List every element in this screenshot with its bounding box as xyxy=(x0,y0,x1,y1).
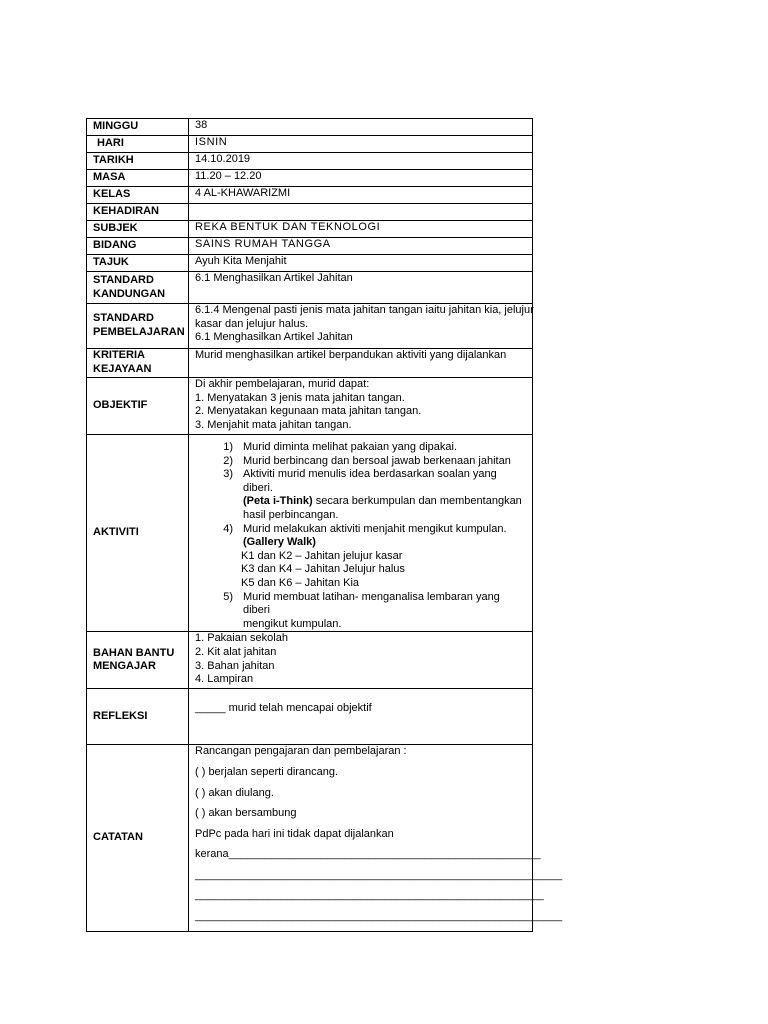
catatan-line: ____________________________________________________________ xyxy=(195,868,563,881)
bahan-line: 2. Kit alat jahitan xyxy=(195,645,277,658)
label-kehadiran: KEHADIRAN xyxy=(87,204,189,221)
aktiviti-item xyxy=(195,441,526,455)
label-bidang: BIDANG xyxy=(87,238,189,255)
value-subjek: REKA BENTUK DAN TEKNOLOGI xyxy=(189,221,533,238)
catatan-line: PdPc pada hari ini tidak dapat dijalankan xyxy=(195,827,394,840)
label-objektif: OBJEKTIF xyxy=(87,378,189,435)
row-aktiviti xyxy=(87,435,533,632)
value-hari: ISNIN xyxy=(189,136,533,153)
aktiviti-item xyxy=(195,523,526,537)
lesson-plan-table xyxy=(86,118,563,932)
aktiviti-item xyxy=(195,468,526,495)
label-subjek: SUBJEK xyxy=(87,221,189,238)
aktiviti-text: Murid berbincang dan bersoal jawab berkenaan jahitan xyxy=(243,454,511,467)
aktiviti-continuation: mengikut kumpulan. xyxy=(243,617,342,630)
label-kriteria-line1: KRITERIA xyxy=(93,349,145,362)
label-kriteria-line2: KEJAYAAN xyxy=(93,363,152,375)
label-minggu: MINGGU xyxy=(87,119,189,136)
aktiviti-number: 1) xyxy=(223,441,233,453)
row-subjek xyxy=(87,221,533,238)
catatan-line: _________________________________________________________ xyxy=(195,889,544,902)
peta-ithink-label: (Peta i-Think) xyxy=(243,495,313,508)
row-catatan xyxy=(87,745,533,931)
standard-pembelajaran-line: 6.1.4 Mengenal pasti jenis mata jahitan tangan iaitu jahitan kia, jelujur xyxy=(195,304,534,316)
aktiviti-item xyxy=(195,591,526,618)
value-bidang: SAINS RUMAH TANGGA xyxy=(189,238,533,255)
value-masa: 11.20 – 12.20 xyxy=(189,170,533,187)
value-standard-pembelajaran xyxy=(189,304,533,349)
label-kriteria-kejayaan xyxy=(87,349,189,378)
row-kelas xyxy=(87,187,533,204)
row-standard-kandungan xyxy=(87,272,533,304)
label-bahan-line1: BAHAN BANTU xyxy=(93,646,175,659)
value-bahan-bantu-mengajar xyxy=(189,632,533,689)
standard-pembelajaran-line: 6.1 Menghasilkan Artikel Jahitan xyxy=(195,331,353,344)
row-tajuk xyxy=(87,255,533,272)
aktiviti-continuation xyxy=(195,495,526,509)
row-tarikh xyxy=(87,153,533,170)
aktiviti-text: secara berkumpulan dan membentangkan xyxy=(312,495,522,508)
aktiviti-continuation xyxy=(195,536,526,550)
label-standard-pembelajaran xyxy=(87,304,189,349)
aktiviti-list xyxy=(195,441,526,631)
label-standard-kandungan-line1: STANDARD xyxy=(93,273,154,286)
label-kelas: KELAS xyxy=(87,187,189,204)
bahan-line: 3. Bahan jahitan xyxy=(195,659,275,672)
label-tarikh: TARIKH xyxy=(87,153,189,170)
value-refleksi: _____ murid telah mencapai objektif xyxy=(189,689,533,745)
catatan-line: Rancangan pengajaran dan pembelajaran : xyxy=(195,745,407,758)
gallery-walk-label: (Gallery Walk) xyxy=(243,536,316,549)
aktiviti-number: 3) xyxy=(223,468,233,481)
objektif-line: 2. Menyatakan kegunaan mata jahitan tangan. xyxy=(195,405,422,418)
label-masa: MASA xyxy=(87,170,189,187)
value-tajuk: Ayuh Kita Menjahit xyxy=(189,255,533,272)
value-catatan xyxy=(189,745,563,931)
row-kehadiran xyxy=(87,204,533,221)
aktiviti-number: 5) xyxy=(223,590,233,603)
row-hari xyxy=(87,136,533,153)
standard-pembelajaran-line: kasar dan jelujur halus. xyxy=(195,317,309,330)
label-bahan-bantu-mengajar xyxy=(87,632,189,689)
aktiviti-text: Murid membuat latihan- menganalisa lembaran yang diberi xyxy=(243,590,500,617)
value-objektif xyxy=(189,378,533,435)
catatan-line: ____________________________________________________________ xyxy=(195,910,563,923)
value-kehadiran xyxy=(189,204,533,221)
value-minggu: 38 xyxy=(189,119,533,136)
catatan-line: ( ) berjalan seperti dirancang. xyxy=(195,765,339,778)
label-hari: HARI xyxy=(87,136,189,153)
aktiviti-text: Murid melakukan aktiviti menjahit mengikut kumpulan. xyxy=(243,522,507,535)
objektif-line: 3. Menjahit mata jahitan tangan. xyxy=(195,418,352,431)
aktiviti-text: Aktiviti murid menulis idea berdasarkan soalan yang diberi. xyxy=(243,468,497,494)
value-kriteria-kejayaan: Murid menghasilkan artikel berpandukan aktiviti yang dijalankan xyxy=(189,349,533,378)
catatan-line: ( ) akan diulang. xyxy=(195,786,274,799)
row-masa xyxy=(87,170,533,187)
bahan-line: 1. Pakaian sekolah xyxy=(195,632,288,645)
catatan-line: ( ) akan bersambung xyxy=(195,807,297,820)
label-tajuk: TAJUK xyxy=(87,255,189,272)
row-kriteria-kejayaan xyxy=(87,349,533,378)
aktiviti-number: 4) xyxy=(223,522,233,535)
label-standard-kandungan-line2: KANDUNGAN xyxy=(93,287,166,300)
row-bidang xyxy=(87,238,533,255)
label-standard-kandungan xyxy=(87,272,189,304)
row-standard-pembelajaran xyxy=(87,304,533,349)
label-catatan: CATATAN xyxy=(87,745,189,931)
aktiviti-subitem: K1 dan K2 – Jahitan jelujur kasar xyxy=(241,549,403,562)
label-standard-pembelajaran-line1: STANDARD xyxy=(93,312,154,325)
objektif-line: Di akhir pembelajaran, murid dapat: xyxy=(195,378,370,390)
value-kelas: 4 AL-KHAWARIZMI xyxy=(189,187,533,204)
objektif-line: 1. Menyatakan 3 jenis mata jahitan tangan. xyxy=(195,391,405,404)
label-aktiviti: AKTIVITI xyxy=(87,435,189,632)
row-refleksi xyxy=(87,689,533,745)
catatan-line: kerana___________________________________________________ xyxy=(195,848,541,861)
bahan-line: 4. Lampiran xyxy=(195,673,254,686)
row-bahan-bantu-mengajar xyxy=(87,632,533,689)
label-refleksi: REFLEKSI xyxy=(87,689,189,745)
aktiviti-subitem: K5 dan K6 – Jahitan Kia xyxy=(241,576,360,589)
aktiviti-number: 2) xyxy=(223,454,233,467)
aktiviti-continuation: hasil perbincangan. xyxy=(243,508,339,521)
aktiviti-text: Murid diminta melihat pakaian yang dipakai. xyxy=(243,441,458,453)
value-tarikh: 14.10.2019 xyxy=(189,153,533,170)
aktiviti-item xyxy=(195,455,526,469)
row-objektif xyxy=(87,378,533,435)
aktiviti-subitem: K3 dan K4 – Jahitan Jelujur halus xyxy=(241,563,405,576)
row-minggu xyxy=(87,119,533,136)
label-standard-pembelajaran-line2: PEMBELAJARAN xyxy=(93,326,185,338)
value-aktiviti xyxy=(189,435,533,632)
label-bahan-line2: MENGAJAR xyxy=(93,660,156,673)
value-standard-kandungan: 6.1 Menghasilkan Artikel Jahitan xyxy=(189,272,533,304)
